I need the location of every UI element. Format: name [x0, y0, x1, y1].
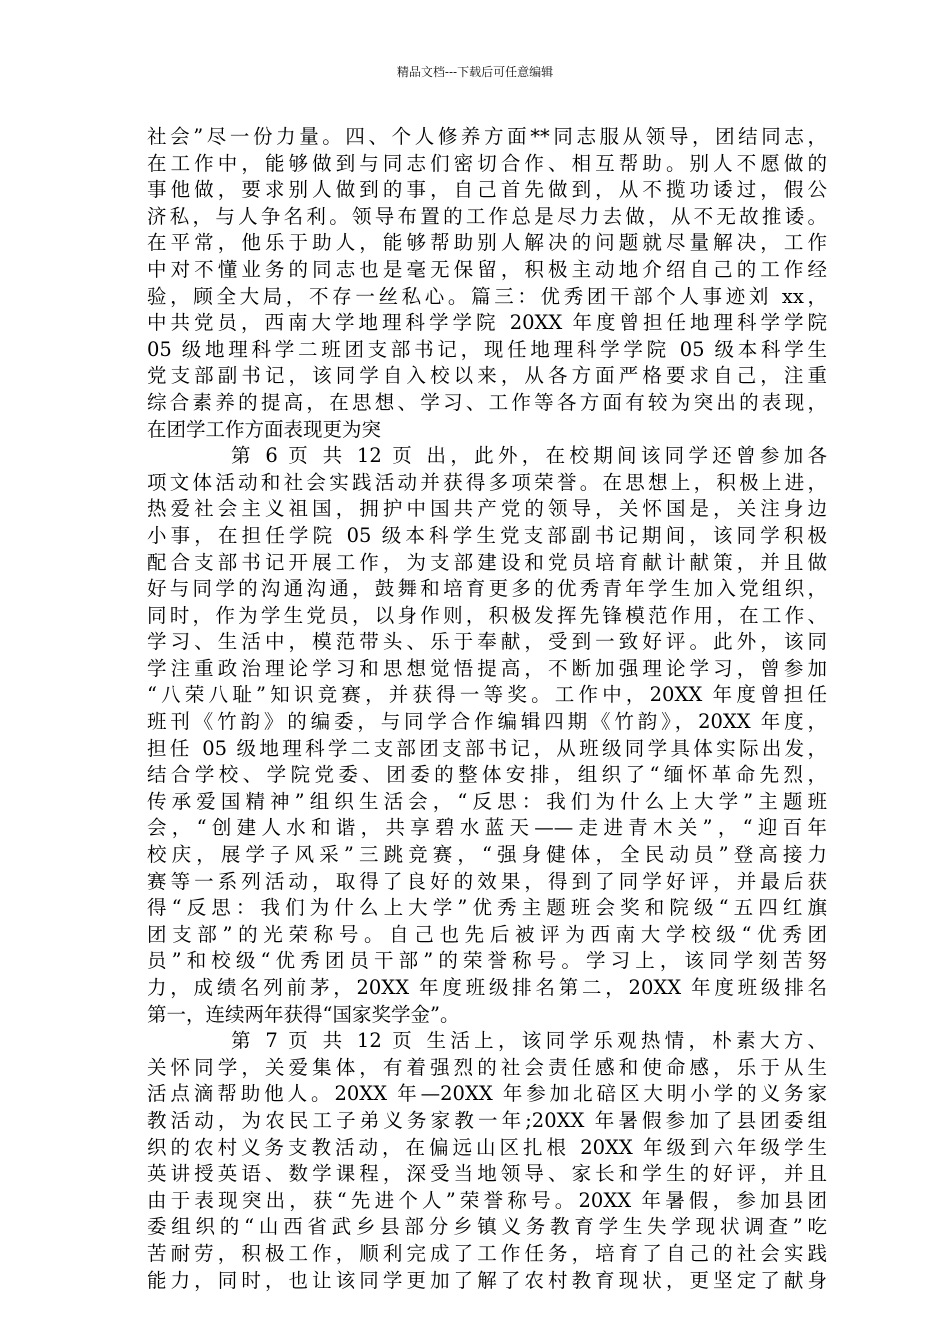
text-line: 事他做，要求别人做到的事，自己首先做到，从不揽功诿过，假公 — [147, 178, 827, 202]
text-line: 项文体活动和社会实践活动并获得多项荣誉。在思想上，积极上进， — [147, 470, 827, 494]
text-line: 委组织的“山西省武乡县部分乡镇义务教育学生失学现状调查”吃 — [147, 1215, 827, 1239]
document-body — [147, 124, 827, 1294]
text-line: 力，成绩名列前茅，20XX 年度班级排名第二，20XX 年度班级排名 — [147, 976, 827, 999]
text-line: 热爱社会主义祖国，拥护中国共产党的领导，关怀国是，关注身边 — [147, 497, 827, 521]
text-line: 由于表现突出，获“先进个人”荣誉称号。20XX 年暑假，参加县团 — [147, 1188, 827, 1212]
text-line: 在平常，他乐于助人，能够帮助别人解决的问题就尽量解决，工作 — [147, 231, 827, 255]
text-line: 第一，连续两年获得“国家奖学金”。 — [147, 1002, 460, 1026]
page-header: 精品文档---下载后可任意编辑 — [396, 65, 554, 79]
text-line: 同时，作为学生党员，以身作则，积极发挥先锋模范作用，在工作、 — [147, 603, 827, 627]
text-line: 社会”尽一份力量。四、个人修养方面**同志服从领导，团结同志， — [147, 125, 827, 148]
text-line: 学习、生活中，模范带头、乐于奉献，受到一致好评。此外，该同 — [147, 630, 827, 654]
text-line: 中共党员，西南大学地理科学学院 20XX 年度曾担任地理科学学院 — [147, 311, 827, 335]
text-line: 传承爱国精神”组织生活会，“反思：我们为什么上大学”主题班 — [147, 789, 827, 813]
text-line: 第 7 页 共 12 页 生活上，该同学乐观热情，朴素大方、 — [147, 1029, 827, 1053]
text-line: “八荣八耻”知识竞赛，并获得一等奖。工作中，20XX 年度曾担任 — [147, 683, 827, 707]
text-line: 织的农村义务支教活动，在偏远山区扎根 20XX 年级到六年级学生 — [147, 1135, 827, 1159]
text-line: 员”和校级“优秀团员干部”的荣誉称号。学习上，该同学刻苦努 — [147, 949, 827, 973]
text-line: 教活动，为农民工子弟义务家教一年;20XX 年暑假参加了县团委组 — [147, 1108, 827, 1132]
text-line: 验，顾全大局，不存一丝私心。篇三：优秀团干部个人事迹刘 xx， — [147, 284, 827, 308]
text-line: 05 级地理科学二班团支部书记，现任地理科学学院 05 级本科学生 — [147, 337, 827, 361]
text-line: 担任 05 级地理科学二支部团支部书记，从班级同学具体实际出发， — [147, 736, 827, 760]
text-line: 中对不懂业务的同志也是毫无保留，积极主动地介绍自己的工作经 — [147, 257, 827, 281]
text-line: 在工作中，能够做到与同志们密切合作、相互帮助。别人不愿做的 — [147, 151, 827, 175]
text-line: 校庆，展学子风采”三跳竞赛，“强身健体，全民动员”登高接力 — [147, 843, 827, 867]
text-line: 能力，同时，也让该同学更加了解了农村教育现状，更坚定了献身 — [147, 1268, 827, 1292]
text-line: 小事，在担任学院 05 级本科学生党支部副书记期间，该同学积极 — [147, 523, 827, 547]
text-line: 综合素养的提高，在思想、学习、工作等各方面有较为突出的表现， — [147, 390, 827, 414]
text-line: 会，“创建人水和谐，共享碧水蓝天——走进青木关”，“迎百年 — [147, 816, 827, 840]
text-line: 赛等一系列活动，取得了良好的效果，得到了同学好评，并最后获 — [147, 869, 827, 893]
text-line: 关怀同学，关爱集体，有着强烈的社会责任感和使命感，乐于从生 — [147, 1055, 827, 1079]
text-line: 好与同学的沟通沟通，鼓舞和培育更多的优秀青年学生加入党组织， — [147, 577, 827, 601]
text-line: 结合学校、学院党委、团委的整体安排，组织了“缅怀革命先烈， — [147, 763, 827, 787]
text-line: 英讲授英语、数学课程，深受当地领导、家长和学生的好评，并且 — [147, 1162, 827, 1186]
text-line: 配合支部书记开展工作，为支部建设和党员培育献计献策，并且做 — [147, 550, 827, 574]
text-line: 活点滴帮助他人。20XX 年—20XX 年参加北碚区大明小学的义务家 — [147, 1082, 827, 1106]
text-line: 苦耐劳，积极工作，顺利完成了工作任务，培育了自己的社会实践 — [147, 1241, 827, 1265]
text-line: 班刊《竹韵》的编委，与同学合作编辑四期《竹韵》，20XX 年度， — [147, 710, 827, 734]
text-line: 第 6 页 共 12 页 出，此外，在校期间该同学还曾参加各 — [147, 444, 827, 468]
text-line: 党支部副书记，该同学自入校以来，从各方面严格要求自己，注重 — [147, 364, 827, 388]
text-line: 学注重政治理论学习和思想觉悟提高，不断加强理论学习，曾参加 — [147, 656, 827, 680]
text-line: 济私，与人争名利。领导布置的工作总是尽力去做，从不无故推诿。 — [147, 204, 827, 228]
text-line: 在团学工作方面表现更为突 — [147, 417, 382, 441]
text-line: 团支部”的光荣称号。自己也先后被评为西南大学校级“优秀团 — [147, 922, 827, 946]
text-line: 得“反思：我们为什么上大学”优秀主题班会奖和院级“五四红旗 — [147, 896, 827, 920]
